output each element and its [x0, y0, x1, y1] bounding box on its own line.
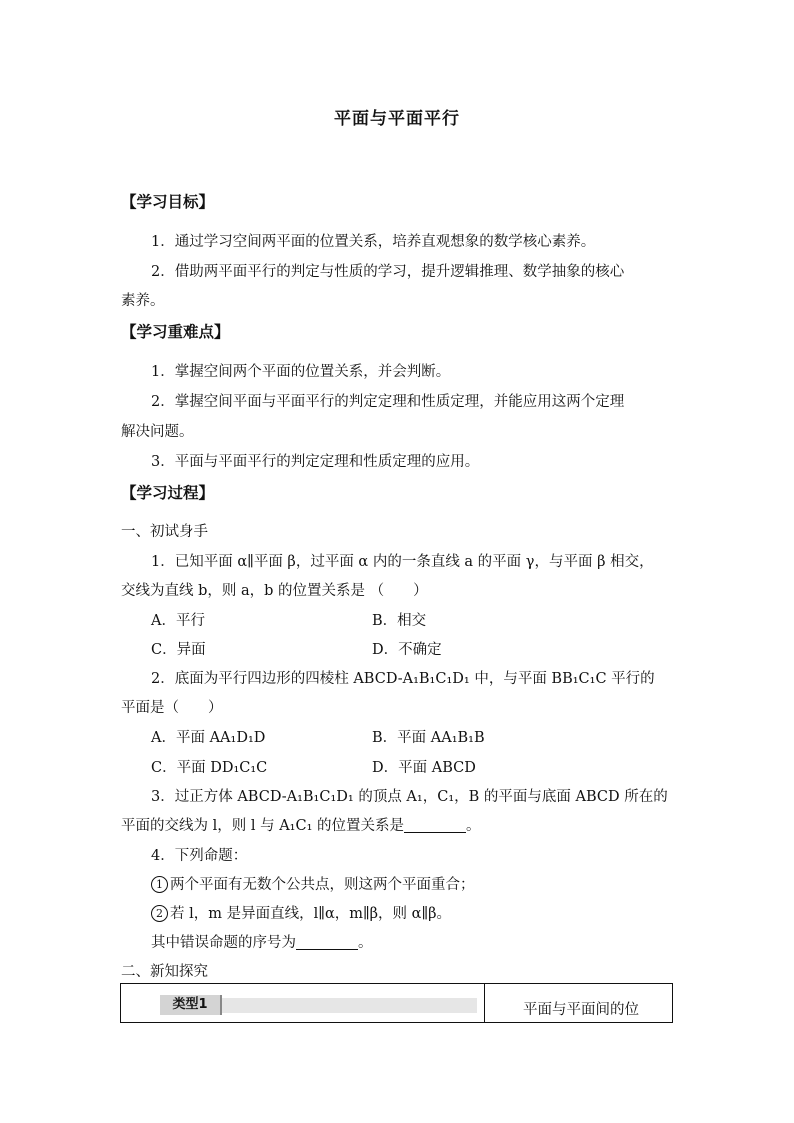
q3-period: 。	[466, 818, 481, 834]
process-heading: 【学习过程】	[121, 484, 215, 502]
q2-option-c: C．平面 DD₁C₁C	[151, 760, 268, 776]
q3-line-2	[121, 816, 677, 836]
q2-option-b: B．平面 AA₁B₁B	[372, 730, 485, 746]
q1-line-2: 交线为直线 b，则 a，b 的位置关系是 （ ）	[121, 583, 428, 599]
key-point-2: 2．掌握空间平面与平面平行的判定定理和性质定理，并能应用这两个定理	[151, 394, 625, 410]
q4-conclusion	[151, 933, 707, 953]
q4-line-1: 4．下列命题：	[151, 848, 248, 864]
table-right-text: 平面与平面间的位	[523, 1002, 639, 1018]
q4-answer-blank[interactable]	[296, 935, 358, 950]
q4-period: 。	[358, 935, 373, 951]
q4-conclusion-text: 其中错误命题的序号为	[151, 935, 296, 951]
key-point-3: 3．平面与平面平行的判定定理和性质定理的应用。	[151, 454, 480, 470]
q2-option-a: A．平面 AA₁D₁D	[151, 730, 266, 746]
q3-answer-blank[interactable]	[404, 818, 466, 833]
q1-option-b: B．相交	[372, 613, 427, 629]
key-point-1: 1．掌握空间两个平面的位置关系，并会判断。	[151, 364, 451, 380]
q4-item-1-text: 两个平面有无数个公共点，则这两个平面重合；	[170, 877, 475, 893]
objective-2: 2．借助两平面平行的判定与性质的学习，提升逻辑推理、数学抽象的核心	[151, 264, 625, 280]
q2-line-2: 平面是（ ）	[121, 700, 223, 716]
q1-option-c: C．异面	[151, 642, 206, 658]
q2-option-d: D．平面 ABCD	[372, 760, 476, 776]
page-title: 平面与平面平行	[334, 109, 460, 129]
q1-option-a: A．平行	[151, 613, 205, 629]
type-label: 类型1	[160, 995, 222, 1015]
part-2-heading: 二、新知探究	[121, 964, 208, 980]
objectives-heading: 【学习目标】	[121, 193, 215, 211]
type-banner-bar	[220, 998, 477, 1013]
circled-number-1: 1	[151, 876, 168, 893]
q4-item-2	[151, 904, 707, 924]
q4-item-2-text: 若 l，m 是异面直线，l∥α，m∥β，则 α∥β。	[170, 906, 452, 922]
q3-text: 平面的交线为 l，则 l 与 A₁C₁ 的位置关系是	[121, 818, 405, 834]
key-points-heading: 【学习重难点】	[121, 323, 230, 341]
q1-option-d: D．不确定	[372, 642, 442, 658]
part-1-heading: 一、初试身手	[121, 524, 208, 540]
q1-line-1: 1．已知平面 α∥平面 β，过平面 α 内的一条直线 a 的平面 γ，与平面 β 相交，	[151, 554, 654, 570]
q2-line-1: 2．底面为平行四边形的四棱柱 ABCD-A₁B₁C₁D₁ 中，与平面 BB₁C₁C 平行的	[151, 671, 655, 687]
table-divider	[484, 983, 485, 1023]
circled-number-2: 2	[151, 905, 168, 922]
objective-1: 1．通过学习空间两平面的位置关系，培养直观想象的数学核心素养。	[151, 234, 596, 250]
key-point-2-cont: 解决问题。	[121, 424, 194, 440]
objective-2-cont: 素养。	[121, 293, 165, 309]
q4-item-1	[151, 875, 707, 895]
q3-line-1: 3．过正方体 ABCD-A₁B₁C₁D₁ 的顶点 A₁，C₁，B 的平面与底面 ABCD 所在的	[151, 789, 668, 805]
